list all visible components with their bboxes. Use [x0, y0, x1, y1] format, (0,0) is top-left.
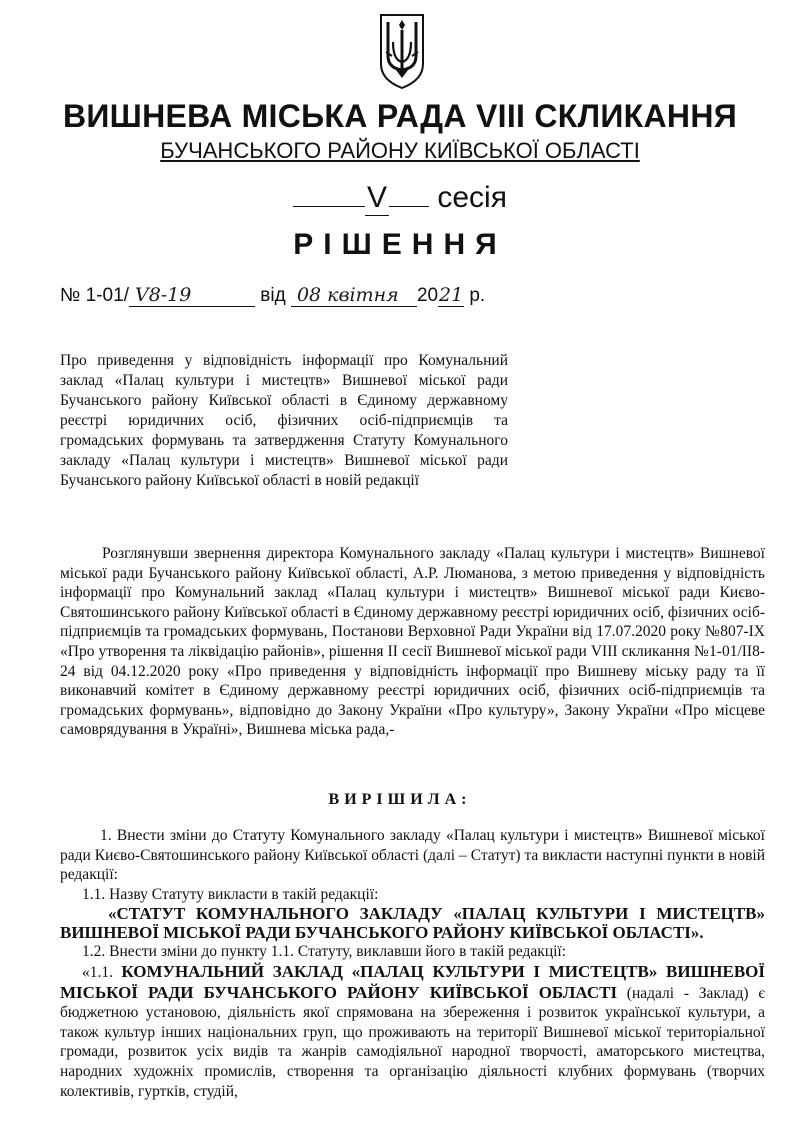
institution-name: КОМУНАЛЬНИЙ ЗАКЛАД «ПАЛАЦ КУЛЬТУРИ І МИСТЕЦТВ» ВИШНЕВОЇ МІСЬКОЇ РАДИ БУЧАНСЬКОГО РАЙОНУ КИЇВСЬКОЇ ОБЛАСТІ	[60, 961, 765, 1002]
decision-subject: Про приведення у відповідність інформації про Комунальний заклад «Палац культури і мистецтв» Вишневої міської ради Бучанського району Київської області в Єдиному державному реєстрі юридичних осіб, фізичних осіб-підприємців та громадських формувань та затвердження Статуту Комунального закладу «Палац культури і мистецтв» Вишневої міської ради Бучанського району Київської області в новій редакції	[60, 352, 508, 489]
decision-heading: РІШЕННЯ	[293, 228, 507, 261]
handwritten-year: 21	[438, 284, 464, 306]
date-prefix: від	[260, 285, 286, 306]
decided-heading: ВИРІШИЛА:	[328, 791, 472, 808]
year-suffix: р.	[469, 285, 486, 306]
item-1-1: 1.1. Назву Статуту викласти в такій редакції:	[82, 885, 379, 903]
item-1-2: 1.2. Внести зміни до пункту 1.1. Статуту, виклавши його в такій редакції:	[82, 943, 567, 961]
session-blank-left	[293, 180, 365, 207]
handwritten-date: 08 квітня	[291, 284, 417, 307]
statute-title: «СТАТУТ КОМУНАЛЬНОГО ЗАКЛАДУ «ПАЛАЦ КУЛЬТУРИ І МИСТЕЦТВ» ВИШНЕВОЇ МІСЬКОЇ РАДИ БУЧАНСЬКОГО РАЙОНУ КИЇВСЬКОЇ ОБЛАСТІ».	[60, 904, 765, 943]
handwritten-number: V8-19	[129, 284, 255, 307]
session-number: V	[367, 181, 388, 214]
item-1: 1. Внести зміни до Статуту Комунального закладу «Палац культури і мистецтв» Вишневої міської ради Києво-Святошинського району Київської області (далі – Статут) та викласти наступні пункти в новій редакції:	[60, 827, 765, 884]
decision-number-line	[60, 284, 780, 307]
preamble-paragraph: Розглянувши звернення директора Комунального закладу «Палац культури і мистецтв» Вишневої міської ради Бучанського району Київської області, А.Р. Люманова, з метою приведення у відповідність інформації про Комунальний заклад «Палац культури і мистецтв» Вишневої міської ради Києво-Святошинського району Київської області в Єдиному державному реєстрі юридичних осіб, фізичних осіб-підприємців та громадських формувань, Постанови Верховної Ради України від 17.07.2020 року №807-IX «Про утворення та ліквідацію районів», рішення II сесії Вишневої міської ради VIII скликання №1-01/II8-24 від 04.12.2020 року «Про приведення у відповідність інформації про Вишневу міську раду та її виконавчий комітет в Єдиному державному реєстрі юридичних осіб, фізичних осіб-підприємців та громадських формувань», відповідно до Закону України «Про культуру», Закону України «Про місцеве самоврядування в Україні», Вишнева міська рада,-	[60, 545, 765, 739]
paragraph-lead: «1.1.	[82, 963, 122, 981]
year-prefix: 20	[416, 285, 439, 306]
session-word: сесія	[437, 181, 507, 214]
number-prefix: № 1-01/	[60, 285, 129, 306]
session-blank-right	[389, 180, 429, 207]
decision-body	[60, 826, 765, 1101]
trident-coat-of-arms-icon	[378, 12, 426, 90]
paragraph-rest: (надалі - Заклад) є бюджетною установою, діяльність якої спрямована на збереження і розвиток української культури, а також культур інших національних груп, що проживають на території Вишневої міської територіальної громади, розвиток усіх видів та жанрів самодіяльної народної творчості, аматорського мистецтва, народних художніх промислів, створення та організацію діяльності клубних формувань (творчих колективів, гуртків, студій,	[60, 984, 765, 1100]
district-subtitle: БУЧАНСЬКОГО РАЙОНУ КИЇВСЬКОЇ ОБЛАСТІ	[160, 138, 640, 163]
statute-paragraph-1-1	[60, 962, 765, 1101]
council-title: ВИШНЕВА МІСЬКА РАДА VIII СКЛИКАННЯ	[62, 98, 738, 134]
session-line	[0, 180, 800, 216]
